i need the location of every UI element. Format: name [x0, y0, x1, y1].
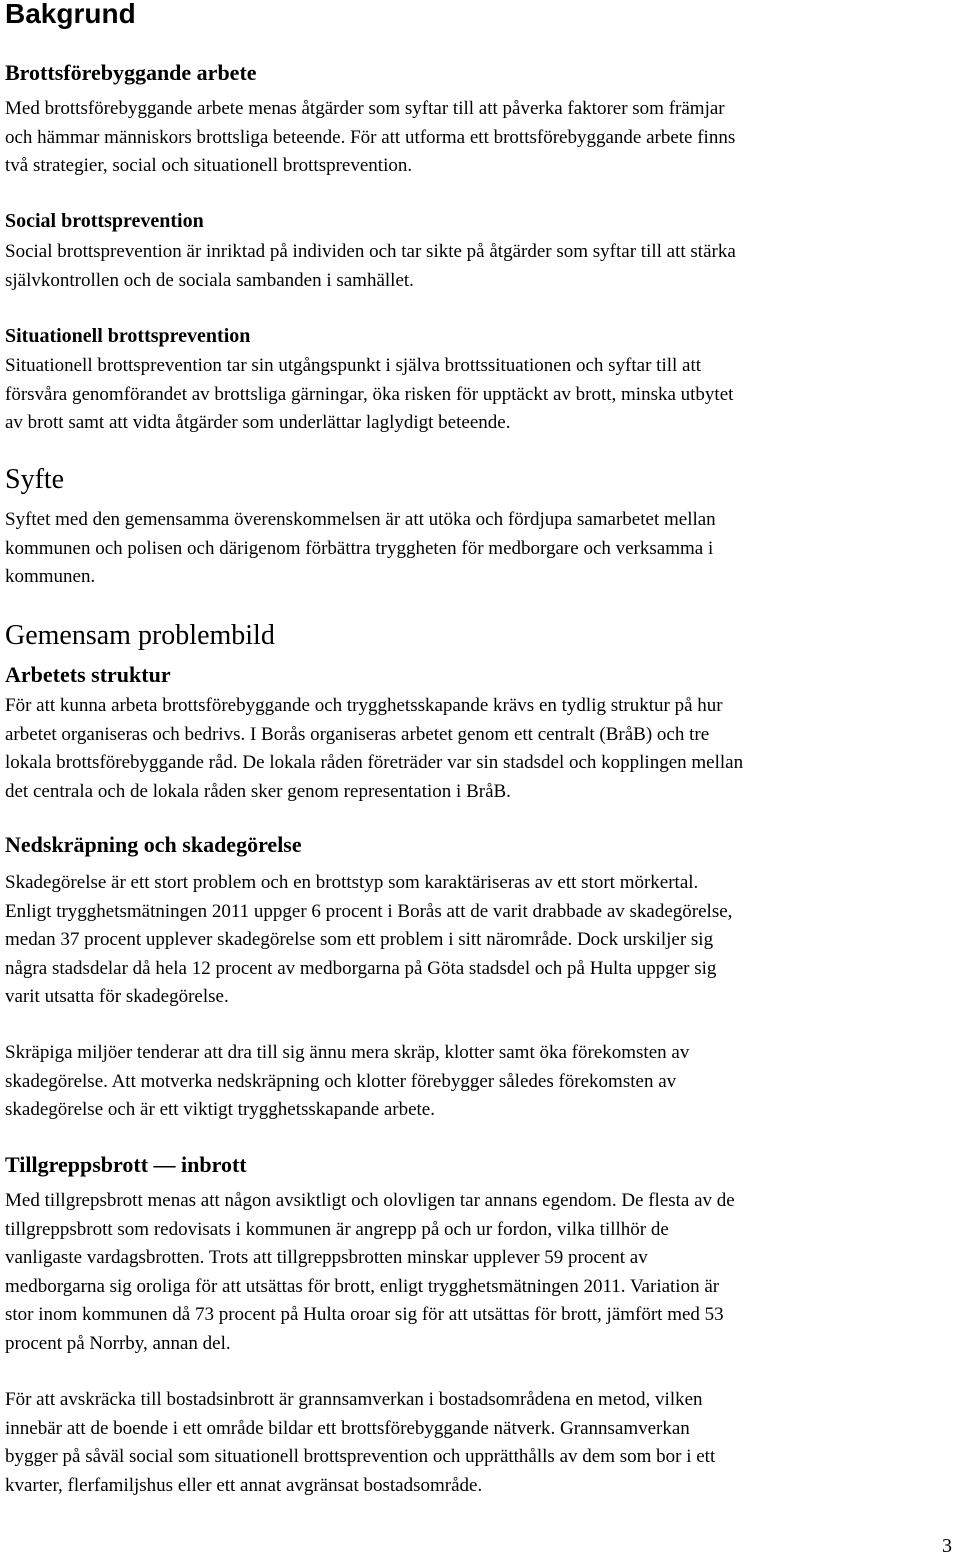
text-line: kvarter, flerfamiljshus eller ett annat avgränsat bostadsområde. — [5, 1474, 483, 1496]
text-line: stor inom kommunen då 73 procent på Hulta oroar sig för att utsättas för brott, jämfört med 53 — [5, 1304, 724, 1326]
paragraph-syfte — [5, 506, 955, 592]
text-line: Syftet med den gemensamma överenskommelsen är att utöka och fördjupa samarbetet mellan — [5, 509, 716, 530]
text-line: innebär att de boende i ett område bildar ett brottsförebyggande nätverk. Grannsamverkan — [5, 1417, 690, 1439]
paragraph-nedskrapning-1 — [5, 869, 955, 1012]
heading-syfte: Syfte — [5, 464, 65, 495]
text-line: och hämmar människors brottsliga beteende. För att utforma ett brottsförebyggande arbete finns — [5, 126, 736, 148]
text-line: Skadegörelse är ett stort problem och en brottstyp som karaktäriseras av ett stort mörkertal. — [5, 872, 699, 893]
paragraph-tillgrepp-2 — [5, 1386, 955, 1500]
subheading-tillgreppsbrott: Tillgreppsbrott — inbrott — [5, 1152, 247, 1177]
text-line: några stadsdelar då hela 12 procent av medborgarna på Göta stadsdel och på Hulta uppger sig — [5, 957, 717, 979]
paragraph-brottsforebyggande — [5, 95, 955, 181]
text-line: två strategier, social och situationell brottsprevention. — [5, 155, 413, 177]
text-line: skadegörelse. Att motverka nedskräpning och klotter förebygger således förekomsten av — [5, 1070, 677, 1092]
text-line: av brott samt att vidta åtgärder som underlättar laglydigt beteende. — [5, 412, 511, 434]
paragraph-social — [5, 238, 955, 295]
text-line: skadegörelse och är ett viktigt trygghetsskapande arbete. — [5, 1099, 435, 1121]
text-line: bygger på såväl social som situationell brottsprevention och upprätthålls av dem som bor i ett — [5, 1446, 716, 1468]
paragraph-situationell — [5, 352, 955, 438]
text-line: självkontrollen och de sociala sambanden i samhället. — [5, 269, 414, 291]
text-line: Skräpiga miljöer tenderar att dra till sig ännu mera skräp, klotter samt öka förekomsten av — [5, 1042, 690, 1063]
text-line: Enligt trygghetsmätningen 2011 uppger 6 procent i Borås att de varit drabbade av skadegörelse, — [5, 900, 733, 922]
page-number: 3 — [942, 1535, 952, 1557]
subheading-nedskrapning: Nedskräpning och skadegörelse — [5, 832, 302, 857]
text-line: lokala brottsförebyggande råd. De lokala råden företräder var sin stadsdel och kopplingen mellan — [5, 752, 744, 774]
text-line: tillgreppsbrott som redovisats i kommunen är angrepp på och ur fordon, vilka tillhör de — [5, 1218, 669, 1240]
subheading-brottsforebyggande-arbete: Brottsförebyggande arbete — [5, 60, 257, 85]
text-line: Social brottsprevention är inriktad på individen och tar sikte på åtgärder som syftar till att stärka — [5, 241, 736, 262]
text-line: För att avskräcka till bostadsinbrott är grannsamverkan i bostadsområdena en metod, vilken — [5, 1389, 703, 1410]
subheading-situationell-brottsprevention: Situationell brottsprevention — [5, 325, 251, 347]
paragraph-tillgrepp-1 — [5, 1187, 955, 1359]
text-line: För att kunna arbeta brottsförebyggande och trygghetsskapande krävs en tydlig struktur på hur — [5, 695, 723, 716]
text-line: Situationell brottsprevention tar sin utgångspunkt i själva brottssituationen och syftar till att — [5, 355, 702, 376]
subheading-social-brottsprevention: Social brottsprevention — [5, 210, 204, 232]
heading-bakgrund: Bakgrund — [5, 0, 136, 29]
text-line: det centrala och de lokala råden sker genom representation i BråB. — [5, 780, 511, 802]
text-line: kommunen och polisen och därigenom förbättra tryggheten för medborgare och verksamma i — [5, 537, 714, 559]
text-line: medan 37 procent upplever skadegörelse som ett problem i sitt närområde. Dock urskiljer sig — [5, 929, 714, 951]
text-line: varit utsatta för skadegörelse. — [5, 986, 229, 1008]
text-line: procent på Norrby, annan del. — [5, 1332, 231, 1354]
heading-gemensam-problembild: Gemensam problembild — [5, 620, 275, 651]
paragraph-nedskrapning-2 — [5, 1039, 955, 1125]
text-line: arbetet organiseras och bedrivs. I Borås organiseras arbetet genom ett centralt (BråB) och tre — [5, 723, 710, 745]
text-line: kommunen. — [5, 566, 96, 588]
text-line: Med brottsförebyggande arbete menas åtgärder som syftar till att påverka faktorer som främjar — [5, 98, 725, 119]
text-line: försvåra genomförandet av brottsliga gärningar, öka risken för upptäckt av brott, minska utbytet — [5, 383, 734, 405]
text-line: vanligaste vardagsbrotten. Trots att tillgreppsbrotten minskar upplever 59 procent av — [5, 1247, 648, 1269]
text-line: medborgarna sig oroliga för att utsättas för brott, enligt trygghetsmätningen 2011. Variation är — [5, 1275, 720, 1297]
subheading-arbetets-struktur: Arbetets struktur — [5, 662, 171, 687]
paragraph-arbetets-struktur — [5, 692, 955, 806]
text-line: Med tillgrepsbrott menas att någon avsiktligt och olovligen tar annans egendom. De flesta av de — [5, 1190, 735, 1211]
